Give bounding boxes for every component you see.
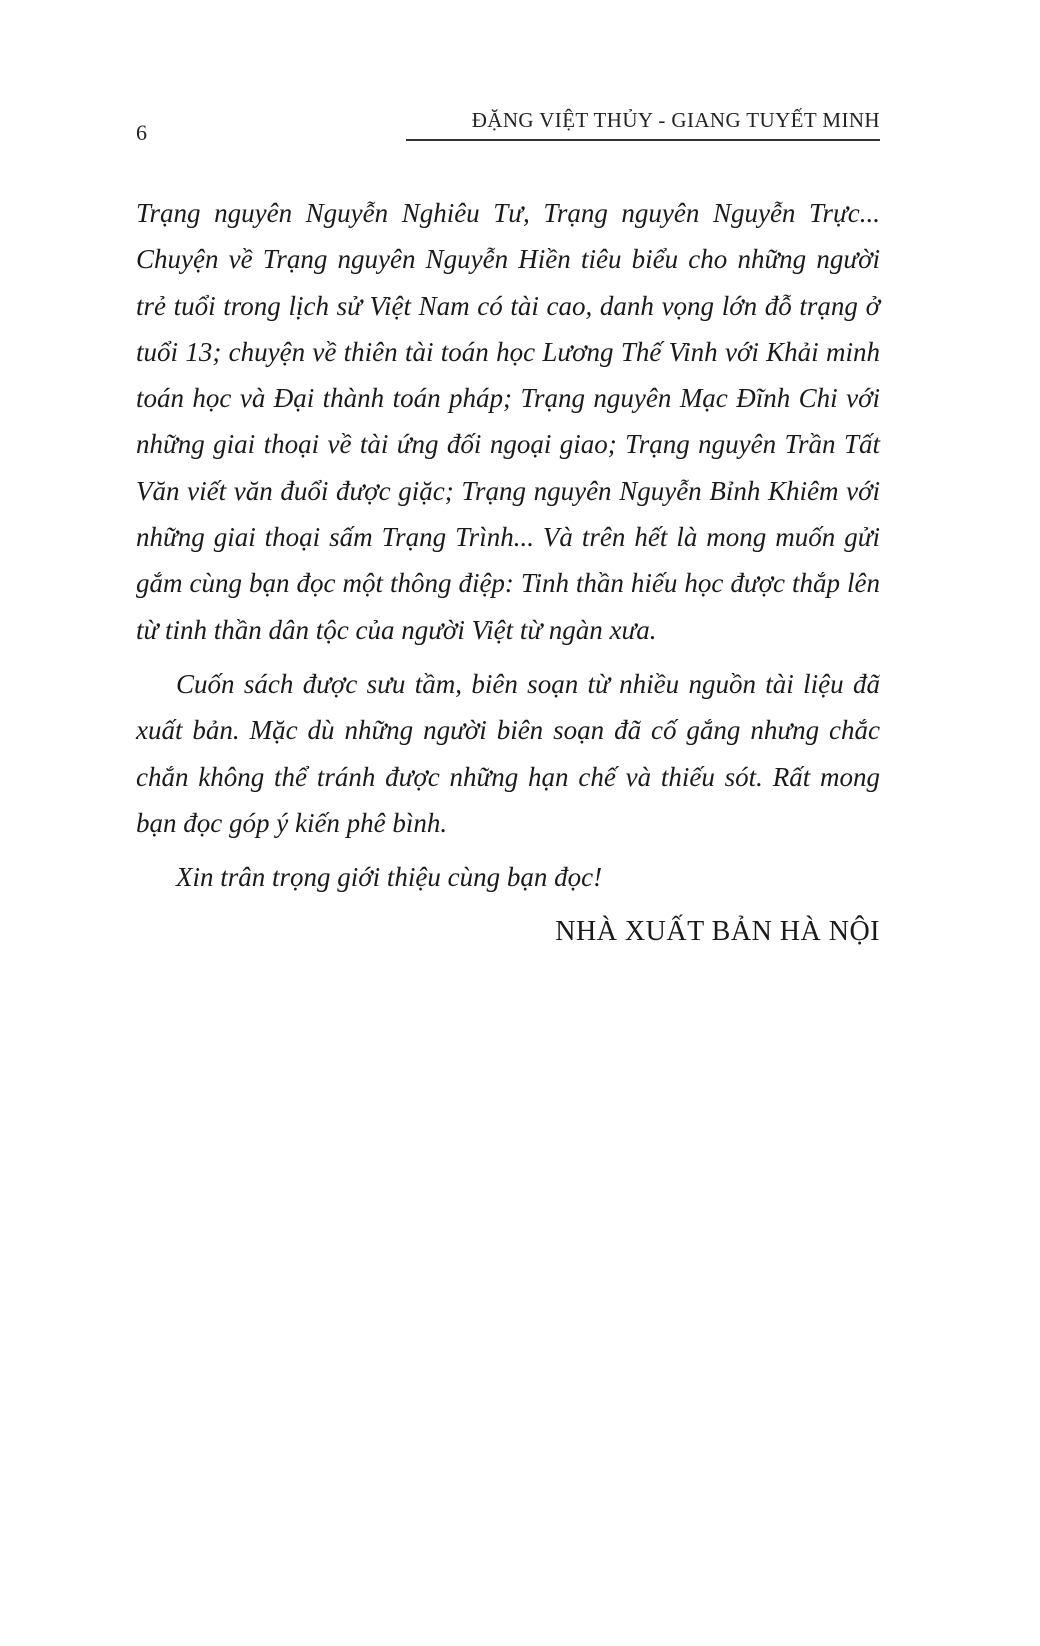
page-number: 6 bbox=[136, 120, 147, 145]
paragraph-continued: Trạng nguyên Nguyễn Nghiêu Tư, Trạng nguyên Nguyễn Trực... Chuyện về Trạng nguyên Nguyễn Hiền tiêu biểu cho những người trẻ tuổi trong lịch sử Việt Nam có tài cao, danh vọng lớn đỗ trạng ở tuổi 13; chuyện về thiên tài toán học Lương Thế Vinh với Khải minh toán học và Đại thành toán pháp; Trạng nguyên Mạc Đĩnh Chi với những giai thoại về tài ứng đối ngoại giao; Trạng nguyên Trần Tất Văn viết văn đuổi được giặc; Trạng nguyên Nguyễn Bỉnh Khiêm với những giai thoại sấm Trạng Trình... Và trên hết là mong muốn gửi gắm cùng bạn đọc một thông điệp: Tinh thần hiếu học được thắp lên từ tinh thần dân tộc của người Việt từ ngàn xưa. bbox=[136, 198, 880, 645]
publisher-signature: NHÀ XUẤT BẢN HÀ NỘI bbox=[555, 916, 880, 947]
paragraph: Cuốn sách được sưu tầm, biên soạn từ nhiều nguồn tài liệu đã xuất bản. Mặc dù những người biên soạn đã cố gắng nhưng chắc chắn không thể tránh được những hạn chế và thiếu sót. Rất mong bạn đọc góp ý kiến phê bình. bbox=[136, 668, 880, 838]
body-text bbox=[136, 190, 880, 908]
closing-line: Xin trân trọng giới thiệu cùng bạn đọc! bbox=[176, 862, 603, 893]
running-head: ĐẶNG VIỆT THỦY - GIANG TUYẾT MINH bbox=[471, 108, 880, 132]
header-rule bbox=[406, 139, 880, 141]
page-header bbox=[136, 100, 880, 144]
